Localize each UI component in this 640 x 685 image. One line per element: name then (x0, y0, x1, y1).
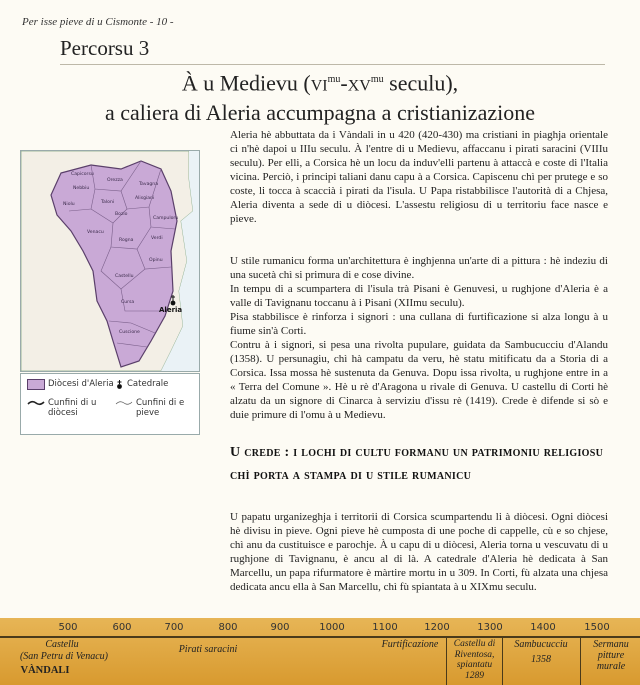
page-title (0, 66, 640, 126)
title-line-2: a caliera di Aleria accumpagna a cristianizazione (105, 100, 535, 126)
region-label: Cuscione (119, 330, 140, 335)
tick-label: 500 (58, 622, 78, 633)
region-label: Castellu (115, 274, 134, 279)
cathedral-icon (115, 379, 124, 390)
text-block-2 (230, 254, 608, 422)
event-furtificazione: Furtificazione (381, 639, 439, 650)
region-label: Verdi (151, 236, 163, 241)
legend-item-pieve-border: Cunfini di e pieve (115, 398, 193, 418)
paragraph-romanesque: U stile rumanicu forma un'architettura è inghjenna un'arte di a pittura : hè indeziu di una sucetà chì si primura di e cose divine. (230, 255, 608, 281)
diocese-map (20, 150, 200, 372)
tick-label: 1200 (424, 622, 450, 633)
tick-label: 600 (112, 622, 132, 633)
timeline-ticks (0, 622, 640, 636)
event-vandali: VÀNDALI (20, 665, 70, 676)
region-label: Cursa (121, 300, 135, 305)
region-label: Campuloru (153, 216, 179, 221)
section-title: U crede : i lochi di cultu formanu un patrimoniu religiosu chì porta a stampa di u stile rumanicu (230, 445, 604, 483)
map-svg (21, 151, 199, 371)
text-block-1 (230, 128, 608, 226)
paragraph-papacy: U papatu urganizeghja i territorii di Corsica scumpartendu li à diòcesi. Ogni diòcesi hè divisu in pieve. Ogni pieve hè cumposta di une poche di cappelle, cù e so chjese, chì anu da custituisce e parochje. À u capu di u diòcesi, Aleria torna u vescuvatu di u rughjone di Tavignanu, è ancu al di là. A catedrale d'Aleria hè dedicata à San Marcellu, un papa rifurmatore è màrtire mortu in u 309. In Corti, fù alzata una chjesa dedicata ancu ella à San Marcellu, chì fù spiantata à u XIXmu seculu. (230, 511, 608, 593)
paragraph-intro: Aleria hè abbuttata da i Vàndali in u 420 (420-430) ma cristiani in piaghja orientale ci n'hè dapoi u IIIu seculu. À l'entre di u Medievu, affaccanu i pirati saracini (VIIIu seculu). Per elli, a Corsica hè un locu da induv'elli partenu à attaccà e coste di l'Italia vicina. Perciò, i principi taliani danu capu à a Corsica. Capiscenu chì per prutege e so coste, li tocca à scaccià i pirati da l'isula. U Papa ristabbilisce l'autorità di a Chjesa, Aleria diventa a sede di u diòcesi. L'assestu religiosu di u territoriu face nasce e pieve. (230, 129, 608, 225)
region-label: Taloni (101, 200, 115, 205)
event-sambucucciu: Sambucucciu 1358 (514, 639, 568, 665)
region-label: Nebbiu (73, 186, 90, 191)
paragraph-pisans: In tempu di a scumpartera di l'isula trà Pisani è Genuvesi, u rughjone d'Aleria è a valle di Tavignanu toccanu à i Pisani (XIImu seculu). (230, 283, 608, 309)
title-line-1: À u Medievu ($VI^{mu}-XV^{mu}$ seculu), (181, 70, 459, 96)
region-label: Rogna (119, 238, 134, 243)
paragraph-revolt: Contru à i signori, si pesa una rivolta pupulare, guidata da Sambucucciu d'Alandu (1358). U persunagiu, chì hà campatu da veru, hè statu mitificatu da a Storia di a Corsica. Issa mossa hè sustenuta da Genuva. Dopu issa rivolta, u rughjone entre in a « Terra del Comune ». Hè u rè d'Aragona u rivale di Genuva. U castellu di Corti hè alzatu da un signore di Cinarca à serviziu d'issu rè (1419). Crede è difende si sò e duie primure di l'omu à u Medievu. (230, 339, 608, 421)
text-block-3 (230, 510, 608, 594)
tick-label: 1500 (584, 622, 610, 633)
diocese-border-icon (27, 398, 45, 408)
region-label: Alisgiani (135, 196, 155, 201)
section-heading: Percorsu 3 (60, 36, 150, 60)
pieve-border-icon (115, 398, 133, 408)
diocese-swatch-icon (27, 379, 45, 390)
running-head: Per isse pieve di u Cismonte - 10 - (22, 16, 174, 28)
map-legend (20, 373, 200, 435)
paragraph-fortifications: Pisa stabbilisce è rinforza i signori : una cullana di furtificazione si alza longu à u fiume sin'à Corti. (230, 311, 608, 337)
legend-item-diocese-border: Cunfini di u diòcesi (27, 398, 109, 418)
region-label: Orezza (107, 178, 123, 183)
event-sermanu: Sermanu pitture murale (593, 639, 629, 672)
tick-label: 1300 (477, 622, 503, 633)
event-castellu: Castellu (45, 639, 79, 650)
region-label: Capicorsu (71, 172, 94, 177)
legend-item-diocese: Diòcesi d'Aleria (27, 379, 114, 390)
region-label: Tavagna (139, 182, 159, 187)
tick-label: 1100 (372, 622, 398, 633)
region-label: Venacu (87, 230, 104, 235)
tick-label: 800 (218, 622, 238, 633)
tick-label: 700 (164, 622, 184, 633)
region-label: Bozio (115, 212, 128, 217)
event-riventosa: Castellu di Riventosa, spiantatu 1289 (453, 639, 496, 681)
tick-label: 1400 (530, 622, 556, 633)
tick-label: 900 (270, 622, 290, 633)
timeline-separator (580, 636, 581, 685)
header-divider (60, 64, 605, 65)
legend-item-cathedral: Catedrale (115, 379, 168, 390)
region-label: Opinu (149, 258, 163, 263)
region-label: Niolu (63, 202, 75, 207)
city-label-aleria: Aleria (159, 306, 183, 314)
timeline-axis (0, 636, 640, 638)
tick-label: 1000 (319, 622, 345, 633)
event-san-petru: (San Petru di Venacu) (19, 651, 109, 662)
event-pirati: Pirati saracini (178, 644, 238, 655)
